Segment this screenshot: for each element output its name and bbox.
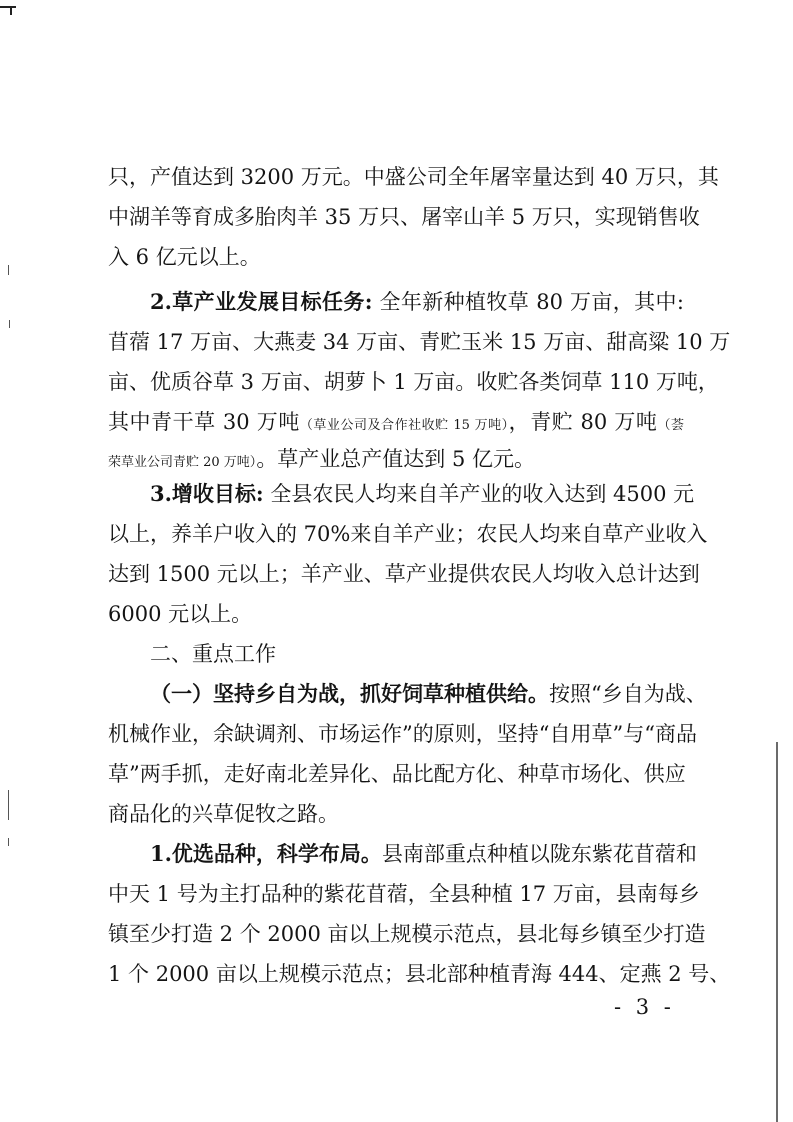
paragraph-line: 中湖羊等育成多胎肉羊 35 万只、屠宰山羊 5 万只，实现销售收: [108, 205, 700, 229]
paragraph-line: 中天 1 号为主打品种的紫花苜蓿，全县种植 17 万亩，县南每乡: [108, 882, 700, 906]
paragraph-text: 县南部重点种植以陇东紫花苜蓿和: [381, 842, 697, 866]
paragraph-line: [150, 837, 697, 871]
paragraph-text: 按照“乡自为战、: [549, 682, 707, 706]
paragraph-line: 亩、优质谷草 3 万亩、胡萝卜 1 万亩。收贮各类饲草 110 万吨，: [108, 370, 719, 394]
paragraph-text: 其中青干草 30 万吨: [108, 410, 300, 434]
footnote-text: （草业公司及合作社收贮 15 万吨）: [299, 418, 509, 433]
paragraph-line: [150, 677, 707, 711]
paragraph-line: [150, 477, 695, 511]
footnote-text: 荣草业公司青贮 20 万吨）: [108, 455, 257, 470]
footnote-text: （荟: [657, 418, 685, 433]
paragraph-text: ，青贮 80 万吨: [508, 410, 658, 434]
corner-crop-mark: [0, 6, 16, 8]
paragraph-text: 全年新种植牧草 80 万亩，其中:: [372, 290, 684, 314]
paragraph-line: 机械作业，余缺调剂、市场运作”的原则，坚持“自用草”与“商品: [108, 722, 697, 746]
paragraph-heading: 3.增收目标:: [150, 481, 264, 506]
paragraph-line: 6000 元以上。: [108, 602, 253, 626]
scan-artifact-mark: [8, 265, 9, 275]
paragraph-line: 商品化的兴草促牧之路。: [108, 802, 339, 826]
paragraph-heading: （一）坚持乡自为战，抓好饲草种植供给。: [150, 681, 549, 706]
paragraph-line: 草”两手抓，走好南北差异化、品比配方化、种草市场化、供应: [108, 762, 686, 786]
paragraph-line: 以上，养羊户收入的 70%来自羊产业；农民人均来自草产业收入: [108, 522, 708, 546]
scan-artifact-mark: [8, 790, 9, 820]
paragraph-line: 1 个 2000 亩以上规模示范点；县北部种植青海 444、定燕 2 号、: [108, 962, 731, 986]
paragraph-line: 苜蓿 17 万亩、大燕麦 34 万亩、青贮玉米 15 万亩、甜高粱 10 万: [108, 330, 731, 354]
scan-artifact-mark: [8, 838, 9, 846]
paragraph-line: 入 6 亿元以上。: [108, 245, 261, 269]
paragraph-line: 达到 1500 元以上；羊产业、草产业提供农民人均收入总计达到: [108, 562, 700, 586]
paragraph-heading: 1.优选品种，科学布局。: [150, 841, 382, 866]
paragraph-line: [108, 442, 684, 480]
section-heading: 二、重点工作: [150, 642, 276, 666]
paragraph-text: 。草产业总产值达到 5 亿元。: [256, 447, 536, 471]
paragraph-line: [150, 285, 684, 319]
paragraph-line: 镇至少打造 2 个 2000 亩以上规模示范点，县北每乡镇至少打造: [108, 922, 706, 946]
paragraph-text: 全县农民人均来自羊产业的收入达到 4500 元: [263, 482, 695, 506]
scan-artifact-mark: [9, 320, 10, 328]
paragraph-line: 只，产值达到 3200 万元。中盛公司全年屠宰量达到 40 万只，其: [108, 165, 719, 189]
page-number: - 3 -: [614, 995, 675, 1019]
paragraph-heading: 2.草产业发展目标任务:: [150, 289, 373, 314]
scan-edge-line: [776, 742, 778, 1122]
paragraph-line: [108, 405, 684, 443]
